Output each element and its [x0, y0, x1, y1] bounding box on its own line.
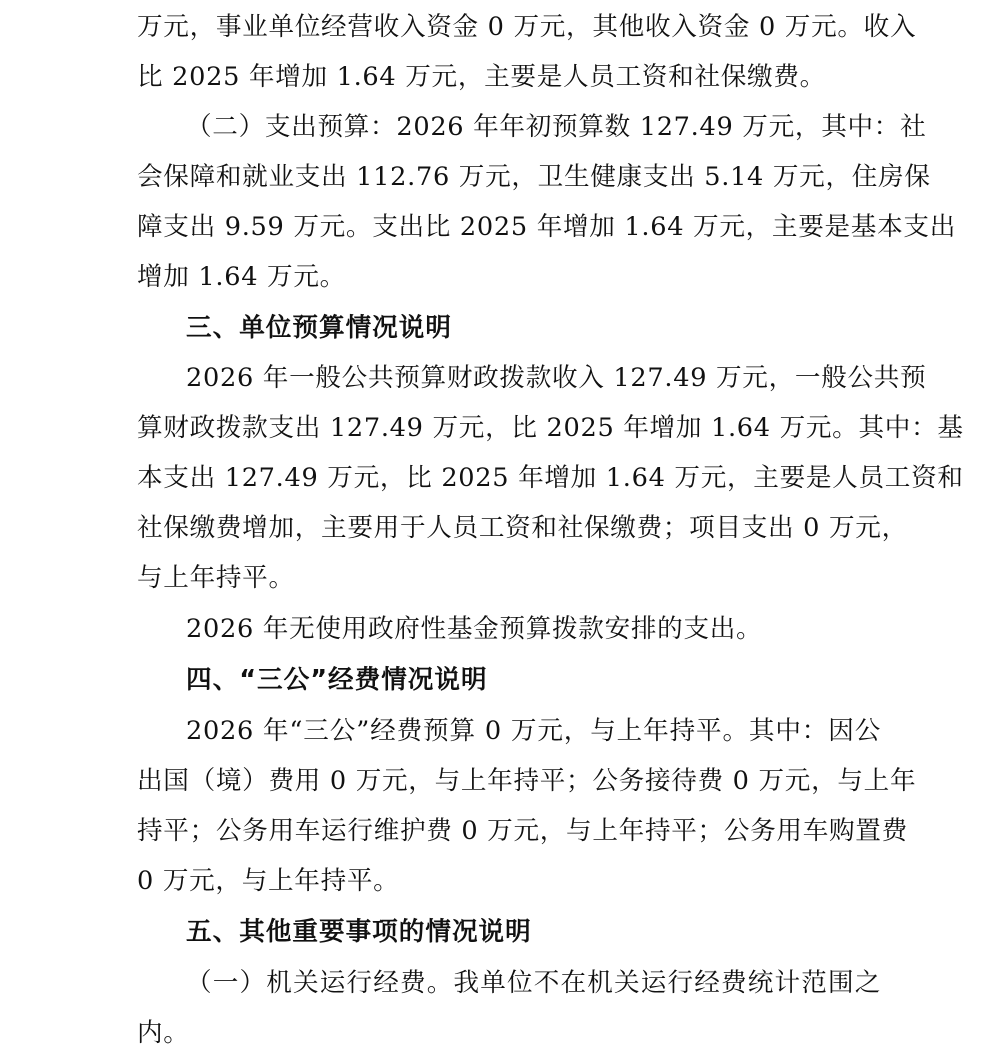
paragraph-line: 2026 年无使用政府性基金预算拨款安排的支出。 [186, 614, 763, 644]
section-heading: 五、其他重要事项的情况说明 [186, 917, 532, 947]
paragraph-line: 持平；公务用车运行维护费 0 万元，与上年持平；公务用车购置费 [137, 816, 908, 846]
section-heading: 三、单位预算情况说明 [186, 313, 452, 343]
paragraph-line: 增加 1.64 万元。 [137, 262, 346, 292]
paragraph-line: 算财政拨款支出 127.49 万元，比 2025 年增加 1.64 万元。其中：基 [137, 413, 964, 443]
paragraph-line: 障支出 9.59 万元。支出比 2025 年增加 1.64 万元，主要是基本支出 [137, 212, 956, 242]
paragraph-line: 本支出 127.49 万元，比 2025 年增加 1.64 万元，主要是人员工资和 [137, 463, 964, 493]
section-heading: 四、“三公”经费情况说明 [186, 665, 488, 695]
paragraph-line: 会保障和就业支出 112.76 万元，卫生健康支出 5.14 万元，住房保 [137, 162, 931, 192]
paragraph-line: 2026 年一般公共预算财政拨款收入 127.49 万元，一般公共预 [186, 363, 927, 393]
paragraph-line: 内。 [137, 1018, 190, 1048]
paragraph-line: （二）支出预算：2026 年年初预算数 127.49 万元，其中：社 [186, 112, 927, 142]
paragraph-line: （一）机关运行经费。我单位不在机关运行经费统计范围之 [186, 968, 881, 998]
paragraph-line: 社保缴费增加，主要用于人员工资和社保缴费；项目支出 0 万元， [137, 513, 908, 543]
paragraph-line: 2026 年“三公”经费预算 0 万元，与上年持平。其中：因公 [186, 716, 881, 746]
paragraph-line: 出国（境）费用 0 万元，与上年持平；公务接待费 0 万元，与上年 [137, 766, 917, 796]
paragraph-line: 与上年持平。 [137, 563, 295, 593]
paragraph-line: 万元，事业单位经营收入资金 0 万元，其他收入资金 0 万元。收入 [137, 12, 917, 42]
paragraph-line: 0 万元，与上年持平。 [137, 866, 400, 896]
paragraph-line: 比 2025 年增加 1.64 万元，主要是人员工资和社保缴费。 [137, 62, 826, 92]
